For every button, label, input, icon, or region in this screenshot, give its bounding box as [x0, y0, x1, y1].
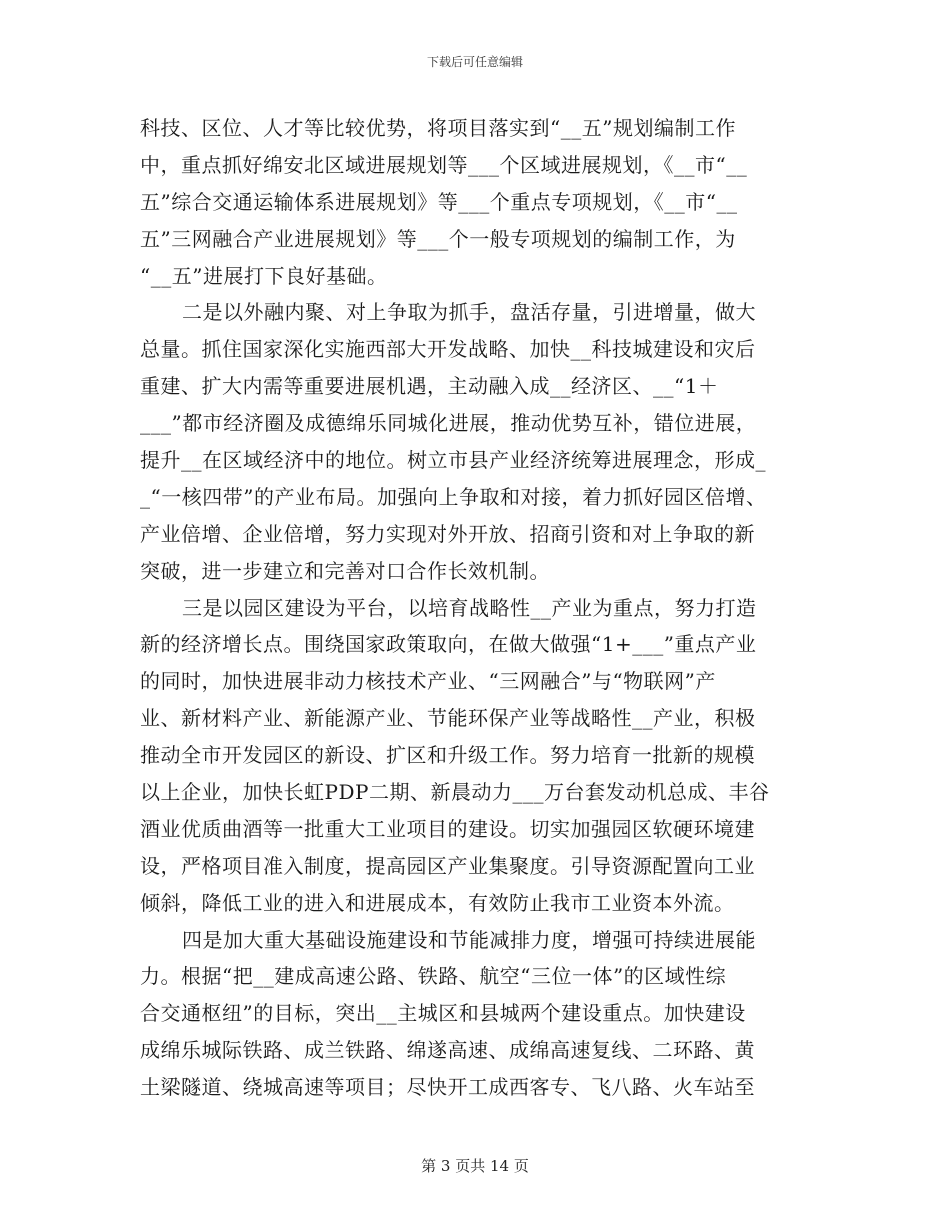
text-line: ___”都市经济圈及成德绵乐同城化进展，推动优势互补，错位进展， [140, 411, 757, 436]
text-line: 力。根据“把__建成高速公路、铁路、航空“三位一体”的区域性综 [140, 964, 727, 989]
text-line: 酒业优质曲酒等一批重大工业项目的建设。切实加强园区软硬环境建 [140, 816, 755, 841]
paragraph-first-line: 四是加大重大基础设施建设和节能减排力度，增强可持续进展能 [182, 927, 756, 952]
text-line: 提升__在区域经济中的地位。树立市县产业经济统筹进展理念，形成_ [140, 448, 766, 473]
page-number: 第 3 页共 14 页 [421, 1157, 529, 1175]
text-line: 总量。抓住国家深化实施西部大开发战略、加快__科技城建设和灾后 [140, 337, 756, 362]
text-line: 突破，进一步建立和完善对口合作长效机制。 [140, 558, 550, 583]
text-line: “__五”进展打下良好基础。 [140, 263, 388, 288]
text-line: 推动全市开发园区的新设、扩区和升级工作。努力培育一批新的规模 [140, 743, 755, 768]
text-line: 产业倍增、企业倍增，努力实现对外开放、招商引资和对上争取的新 [140, 521, 755, 546]
text-line: 业、新材料产业、新能源产业、节能环保产业等战略性__产业，积极 [140, 706, 756, 731]
paragraph-first-line: 二是以外融内聚、对上争取为抓手，盘活存量，引进增量，做大 [182, 300, 756, 325]
text-line: 新的经济增长点。围绕国家政策取向，在做大做强“1+___”重点产业 [140, 632, 757, 657]
text-line: 成绵乐城际铁路、成兰铁路、绵遂高速、成绵高速复线、二环路、黄 [140, 1038, 755, 1063]
text-line: 土梁隧道、绕城高速等项目；尽快开工成西客专、飞八路、火车站至 [140, 1075, 755, 1100]
text-line: 重建、扩大内需等重要进展机遇，主动融入成__经济区、__“1＋ [140, 374, 719, 399]
text-line: 以上企业，加快长虹PDP二期、新晨动力___万台套发动机总成、丰谷 [140, 780, 770, 805]
document-body [140, 110, 820, 1106]
text-line: 的同时，加快进展非动力核技术产业、“三网融合”与“物联网”产 [140, 669, 716, 694]
text-line: 科技、区位、人才等比较优势，将项目落实到“__五”规划编制工作 [140, 116, 736, 140]
text-line: 合交通枢纽”的目标，突出__主城区和县城两个建设重点。加快建设 [140, 1001, 746, 1026]
page-header: 下载后可任意编辑 [426, 55, 523, 69]
text-line: 倾斜，降低工业的进入和进展成本，有效防止我市工业资本外流。 [140, 890, 735, 915]
text-line: 设，严格项目准入制度，提高园区产业集聚度。引导资源配置向工业 [140, 853, 755, 878]
text-line: _“一核四带”的产业布局。加强向上争取和对接，着力抓好园区倍增、 [140, 484, 767, 509]
text-line: 五”综合交通运输体系进展规划》等___个重点专项规划，《__市“__ [140, 189, 738, 214]
text-line: 中，重点抓好绵安北区域进展规划等___个区域进展规划，《__市“__ [140, 152, 748, 177]
paragraph-first-line: 三是以园区建设为平台，以培育战略性__产业为重点，努力打造 [182, 595, 757, 620]
text-line: 五”三网融合产业进展规划》等___个一般专项规划的编制工作，为 [140, 226, 736, 251]
